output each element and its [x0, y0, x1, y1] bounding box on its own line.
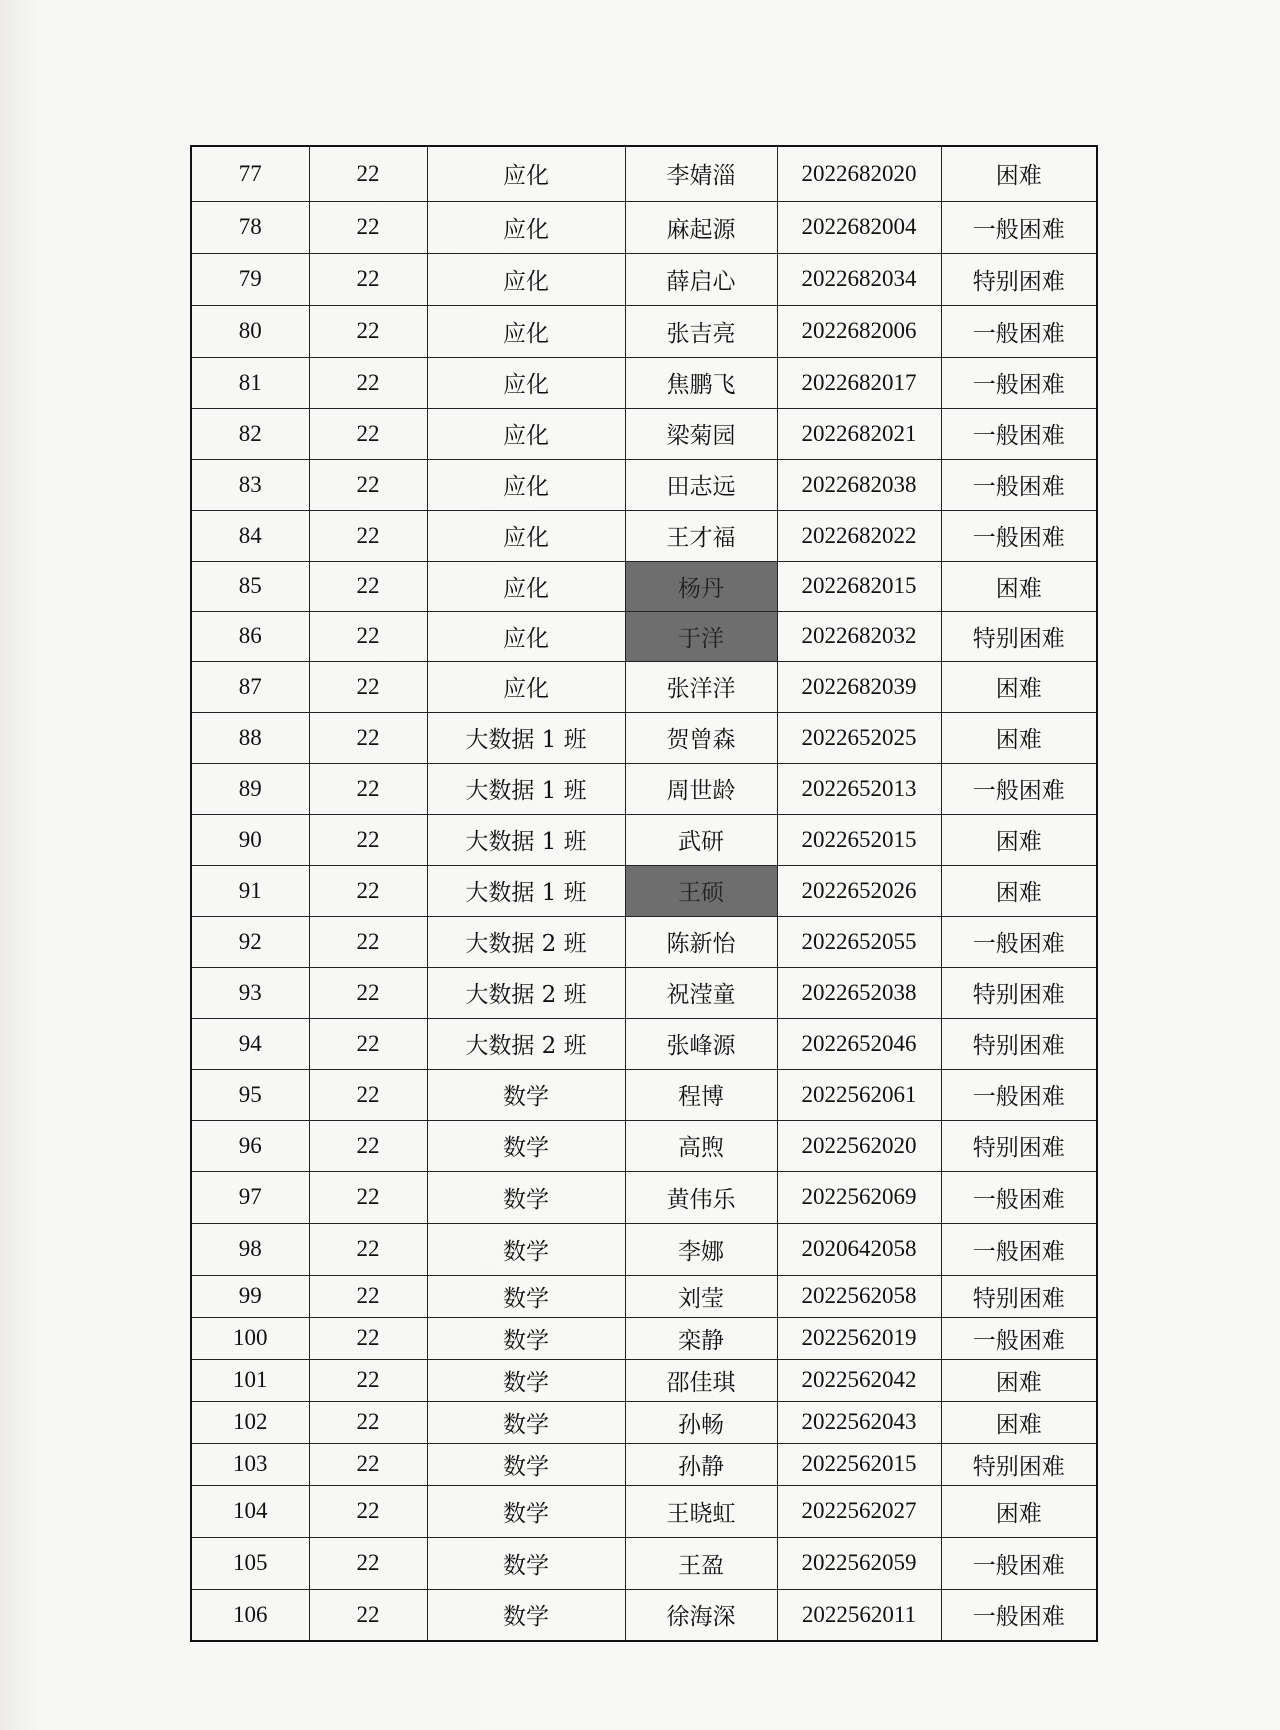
student-name-cell: 李娜: [625, 1223, 777, 1275]
difficulty-level-cell: 特别困难: [941, 1120, 1097, 1171]
student-name-cell: 贺曾森: [625, 712, 777, 763]
student-name-cell: 梁菊园: [625, 408, 777, 459]
class-cell: 数学: [427, 1401, 625, 1443]
row-number-cell: 104: [191, 1485, 309, 1537]
grade-year-cell: 22: [309, 561, 427, 611]
table-row: [191, 814, 1097, 865]
student-name-cell: 张吉亮: [625, 305, 777, 357]
student-id-cell: 2022682021: [777, 408, 941, 459]
class-cell: 数学: [427, 1275, 625, 1317]
row-number-cell: 103: [191, 1443, 309, 1485]
student-id-cell: 2022682017: [777, 357, 941, 408]
difficulty-level-cell: 一般困难: [941, 1171, 1097, 1223]
grade-year-cell: 22: [309, 253, 427, 305]
table-row: [191, 459, 1097, 510]
table-row: [191, 661, 1097, 712]
row-number-cell: 102: [191, 1401, 309, 1443]
difficulty-level-cell: 困难: [941, 1359, 1097, 1401]
class-cell: 数学: [427, 1069, 625, 1120]
row-number-cell: 84: [191, 510, 309, 561]
student-id-cell: 2022652025: [777, 712, 941, 763]
row-number-cell: 87: [191, 661, 309, 712]
table-row: [191, 146, 1097, 201]
table-row: [191, 916, 1097, 967]
student-name-cell: 徐海深: [625, 1589, 777, 1641]
difficulty-level-cell: 困难: [941, 814, 1097, 865]
row-number-cell: 105: [191, 1537, 309, 1589]
student-name-cell: 祝滢童: [625, 967, 777, 1018]
difficulty-level-cell: 一般困难: [941, 1317, 1097, 1359]
table-row: [191, 1120, 1097, 1171]
grade-year-cell: 22: [309, 459, 427, 510]
grade-year-cell: 22: [309, 1401, 427, 1443]
table-row: [191, 510, 1097, 561]
student-name-cell: 孙静: [625, 1443, 777, 1485]
student-id-cell: 2022652038: [777, 967, 941, 1018]
class-cell: 应化: [427, 357, 625, 408]
class-cell: 大数据 2 班: [427, 1018, 625, 1069]
student-id-cell: 2022562058: [777, 1275, 941, 1317]
grade-year-cell: 22: [309, 814, 427, 865]
class-cell: 数学: [427, 1443, 625, 1485]
row-number-cell: 95: [191, 1069, 309, 1120]
student-name-cell: 张洋洋: [625, 661, 777, 712]
difficulty-level-cell: 一般困难: [941, 357, 1097, 408]
grade-year-cell: 22: [309, 1120, 427, 1171]
difficulty-level-cell: 困难: [941, 1485, 1097, 1537]
student-id-cell: 2022652015: [777, 814, 941, 865]
table-row: [191, 1171, 1097, 1223]
difficulty-level-cell: 一般困难: [941, 408, 1097, 459]
student-name-cell: 张峰源: [625, 1018, 777, 1069]
student-name-cell: 焦鹏飞: [625, 357, 777, 408]
grade-year-cell: 22: [309, 1275, 427, 1317]
difficulty-level-cell: 一般困难: [941, 1537, 1097, 1589]
grade-year-cell: 22: [309, 763, 427, 814]
student-name-cell: 栾静: [625, 1317, 777, 1359]
student-id-cell: 2022562043: [777, 1401, 941, 1443]
table-row: [191, 561, 1097, 611]
difficulty-level-cell: 一般困难: [941, 1589, 1097, 1641]
row-number-cell: 96: [191, 1120, 309, 1171]
student-id-cell: 2022562011: [777, 1589, 941, 1641]
student-id-cell: 2022682004: [777, 201, 941, 253]
student-id-cell: 2020642058: [777, 1223, 941, 1275]
student-id-cell: 2022652055: [777, 916, 941, 967]
table-row: [191, 1275, 1097, 1317]
table-row: [191, 712, 1097, 763]
class-cell: 应化: [427, 146, 625, 201]
row-number-cell: 100: [191, 1317, 309, 1359]
row-number-cell: 99: [191, 1275, 309, 1317]
table-row: [191, 1069, 1097, 1120]
class-cell: 数学: [427, 1537, 625, 1589]
student-id-cell: 2022682039: [777, 661, 941, 712]
table-row: [191, 1018, 1097, 1069]
class-cell: 应化: [427, 408, 625, 459]
student-id-cell: 2022562042: [777, 1359, 941, 1401]
row-number-cell: 106: [191, 1589, 309, 1641]
student-id-cell: 2022682022: [777, 510, 941, 561]
class-cell: 大数据 1 班: [427, 712, 625, 763]
table-row: [191, 201, 1097, 253]
difficulty-level-cell: 一般困难: [941, 763, 1097, 814]
student-id-cell: 2022652046: [777, 1018, 941, 1069]
grade-year-cell: 22: [309, 916, 427, 967]
difficulty-level-cell: 一般困难: [941, 305, 1097, 357]
grade-year-cell: 22: [309, 201, 427, 253]
grade-year-cell: 22: [309, 357, 427, 408]
student-id-cell: 2022682006: [777, 305, 941, 357]
class-cell: 大数据 1 班: [427, 865, 625, 916]
class-cell: 数学: [427, 1317, 625, 1359]
student-name-cell: 周世龄: [625, 763, 777, 814]
difficulty-level-cell: 特别困难: [941, 1018, 1097, 1069]
class-cell: 数学: [427, 1171, 625, 1223]
row-number-cell: 80: [191, 305, 309, 357]
student-name-cell: 高煦: [625, 1120, 777, 1171]
student-name-cell: 武研: [625, 814, 777, 865]
student-roster-table: [190, 145, 1098, 1642]
student-name-cell: 王硕: [625, 865, 777, 916]
row-number-cell: 78: [191, 201, 309, 253]
table-row: [191, 1443, 1097, 1485]
student-id-cell: 2022682015: [777, 561, 941, 611]
grade-year-cell: 22: [309, 408, 427, 459]
student-name-cell: 刘莹: [625, 1275, 777, 1317]
difficulty-level-cell: 困难: [941, 865, 1097, 916]
row-number-cell: 94: [191, 1018, 309, 1069]
row-number-cell: 97: [191, 1171, 309, 1223]
table-row: [191, 253, 1097, 305]
difficulty-level-cell: 一般困难: [941, 201, 1097, 253]
class-cell: 应化: [427, 201, 625, 253]
grade-year-cell: 22: [309, 1537, 427, 1589]
class-cell: 大数据 1 班: [427, 814, 625, 865]
grade-year-cell: 22: [309, 1359, 427, 1401]
student-name-cell: 王才福: [625, 510, 777, 561]
student-name-cell: 黄伟乐: [625, 1171, 777, 1223]
table-row: [191, 1317, 1097, 1359]
class-cell: 应化: [427, 611, 625, 661]
table-row: [191, 357, 1097, 408]
class-cell: 数学: [427, 1120, 625, 1171]
grade-year-cell: 22: [309, 1443, 427, 1485]
student-name-cell: 程博: [625, 1069, 777, 1120]
class-cell: 应化: [427, 459, 625, 510]
row-number-cell: 98: [191, 1223, 309, 1275]
student-id-cell: 2022682032: [777, 611, 941, 661]
table-row: [191, 1223, 1097, 1275]
grade-year-cell: 22: [309, 510, 427, 561]
row-number-cell: 93: [191, 967, 309, 1018]
student-id-cell: 2022562020: [777, 1120, 941, 1171]
row-number-cell: 86: [191, 611, 309, 661]
roster-body: [191, 146, 1097, 1641]
row-number-cell: 91: [191, 865, 309, 916]
class-cell: 大数据 2 班: [427, 916, 625, 967]
table-row: [191, 967, 1097, 1018]
class-cell: 应化: [427, 305, 625, 357]
student-id-cell: 2022682038: [777, 459, 941, 510]
row-number-cell: 85: [191, 561, 309, 611]
student-name-cell: 杨丹: [625, 561, 777, 611]
student-id-cell: 2022562059: [777, 1537, 941, 1589]
table-row: [191, 1485, 1097, 1537]
difficulty-level-cell: 困难: [941, 561, 1097, 611]
student-name-cell: 孙畅: [625, 1401, 777, 1443]
difficulty-level-cell: 困难: [941, 661, 1097, 712]
row-number-cell: 83: [191, 459, 309, 510]
table-row: [191, 611, 1097, 661]
student-name-cell: 王晓虹: [625, 1485, 777, 1537]
class-cell: 数学: [427, 1223, 625, 1275]
table-row: [191, 1537, 1097, 1589]
student-id-cell: 2022562069: [777, 1171, 941, 1223]
difficulty-level-cell: 特别困难: [941, 253, 1097, 305]
table-row: [191, 763, 1097, 814]
class-cell: 大数据 1 班: [427, 763, 625, 814]
difficulty-level-cell: 困难: [941, 146, 1097, 201]
table-row: [191, 1359, 1097, 1401]
student-name-cell: 田志远: [625, 459, 777, 510]
table-row: [191, 408, 1097, 459]
grade-year-cell: 22: [309, 1317, 427, 1359]
grade-year-cell: 22: [309, 967, 427, 1018]
grade-year-cell: 22: [309, 865, 427, 916]
grade-year-cell: 22: [309, 1589, 427, 1641]
class-cell: 数学: [427, 1485, 625, 1537]
grade-year-cell: 22: [309, 1171, 427, 1223]
grade-year-cell: 22: [309, 1018, 427, 1069]
row-number-cell: 79: [191, 253, 309, 305]
student-name-cell: 陈新怡: [625, 916, 777, 967]
table-row: [191, 305, 1097, 357]
grade-year-cell: 22: [309, 661, 427, 712]
grade-year-cell: 22: [309, 1069, 427, 1120]
student-name-cell: 麻起源: [625, 201, 777, 253]
grade-year-cell: 22: [309, 1223, 427, 1275]
table-row: [191, 865, 1097, 916]
row-number-cell: 82: [191, 408, 309, 459]
student-name-cell: 于洋: [625, 611, 777, 661]
table-row: [191, 1589, 1097, 1641]
grade-year-cell: 22: [309, 305, 427, 357]
difficulty-level-cell: 一般困难: [941, 459, 1097, 510]
grade-year-cell: 22: [309, 712, 427, 763]
difficulty-level-cell: 困难: [941, 712, 1097, 763]
row-number-cell: 88: [191, 712, 309, 763]
student-name-cell: 薛启心: [625, 253, 777, 305]
student-id-cell: 2022562019: [777, 1317, 941, 1359]
difficulty-level-cell: 一般困难: [941, 1223, 1097, 1275]
difficulty-level-cell: 特别困难: [941, 1443, 1097, 1485]
student-id-cell: 2022682034: [777, 253, 941, 305]
difficulty-level-cell: 特别困难: [941, 611, 1097, 661]
row-number-cell: 101: [191, 1359, 309, 1401]
class-cell: 数学: [427, 1589, 625, 1641]
difficulty-level-cell: 特别困难: [941, 1275, 1097, 1317]
difficulty-level-cell: 困难: [941, 1401, 1097, 1443]
difficulty-level-cell: 一般困难: [941, 916, 1097, 967]
student-id-cell: 2022562027: [777, 1485, 941, 1537]
class-cell: 应化: [427, 561, 625, 611]
difficulty-level-cell: 一般困难: [941, 510, 1097, 561]
class-cell: 应化: [427, 253, 625, 305]
row-number-cell: 89: [191, 763, 309, 814]
student-name-cell: 邵佳琪: [625, 1359, 777, 1401]
class-cell: 大数据 2 班: [427, 967, 625, 1018]
student-name-cell: 王盈: [625, 1537, 777, 1589]
grade-year-cell: 22: [309, 611, 427, 661]
student-id-cell: 2022682020: [777, 146, 941, 201]
class-cell: 应化: [427, 661, 625, 712]
student-id-cell: 2022562061: [777, 1069, 941, 1120]
difficulty-level-cell: 特别困难: [941, 967, 1097, 1018]
row-number-cell: 92: [191, 916, 309, 967]
row-number-cell: 90: [191, 814, 309, 865]
student-id-cell: 2022652026: [777, 865, 941, 916]
grade-year-cell: 22: [309, 1485, 427, 1537]
grade-year-cell: 22: [309, 146, 427, 201]
class-cell: 应化: [427, 510, 625, 561]
row-number-cell: 81: [191, 357, 309, 408]
student-id-cell: 2022652013: [777, 763, 941, 814]
class-cell: 数学: [427, 1359, 625, 1401]
row-number-cell: 77: [191, 146, 309, 201]
student-id-cell: 2022562015: [777, 1443, 941, 1485]
student-name-cell: 李婧淄: [625, 146, 777, 201]
table-row: [191, 1401, 1097, 1443]
difficulty-level-cell: 一般困难: [941, 1069, 1097, 1120]
